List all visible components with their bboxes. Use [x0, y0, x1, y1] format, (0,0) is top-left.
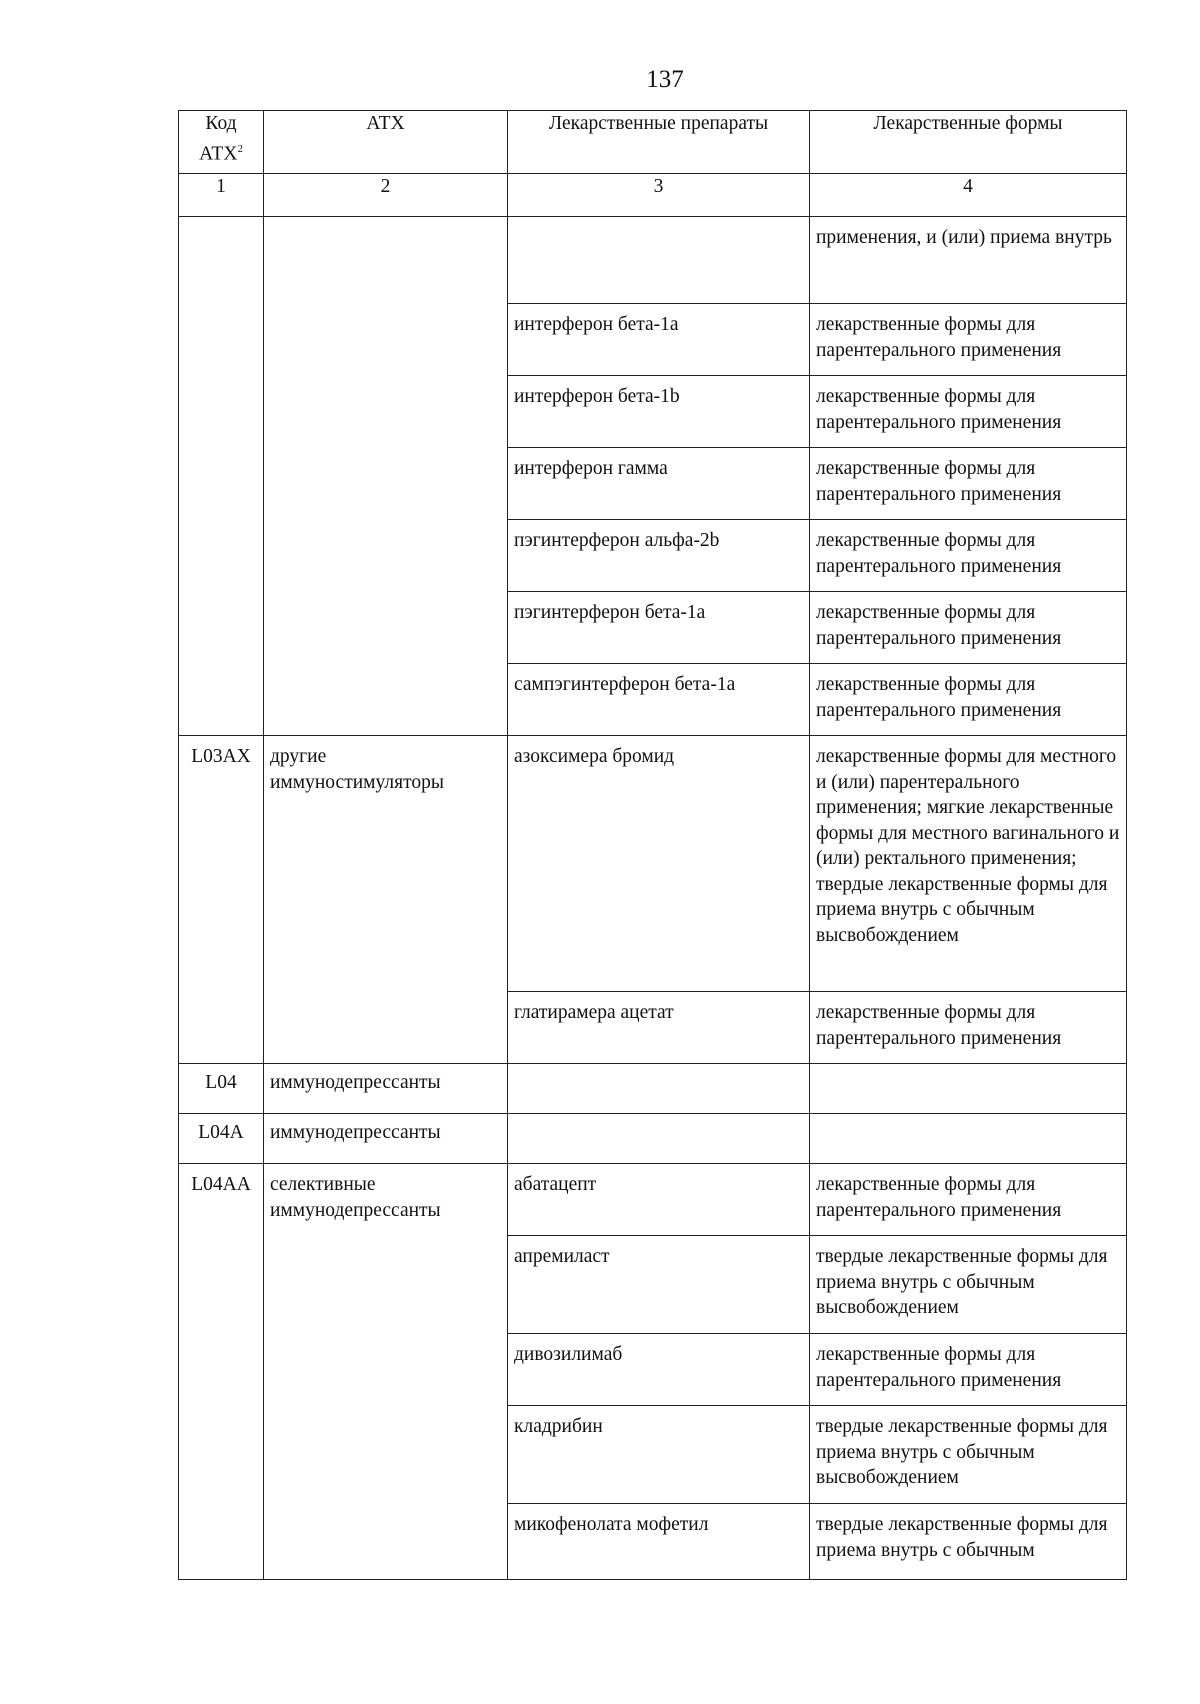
column-number: 3	[508, 174, 810, 217]
drug-cell: интерферон гамма	[508, 448, 810, 520]
form-cell: лекарственные формы для парентерального применения	[810, 304, 1127, 376]
drug-cell: азоксимера бромид	[508, 736, 810, 992]
form-cell: лекарственные формы для парентерального применения	[810, 992, 1127, 1064]
form-cell: лекарственные формы для парентерального применения	[810, 664, 1127, 736]
form-cell: лекарственные формы для местного и (или) парентерального применения; мягкие лекарственные формы для местного вагинального и (или) ректального применения; твердые лекарственные формы для приема внутрь с обычным высвобождением	[810, 736, 1127, 992]
column-number: 1	[179, 174, 264, 217]
header-code: Код АТХ$^2$	[179, 111, 264, 174]
form-cell	[810, 1064, 1127, 1114]
table-row	[179, 1114, 1127, 1164]
form-cell: лекарственные формы для парентерального применения	[810, 376, 1127, 448]
column-number: 2	[264, 174, 508, 217]
drug-cell	[508, 1114, 810, 1164]
header-atc: АТХ	[264, 111, 508, 174]
atc-code-cell: L04	[179, 1064, 264, 1114]
atc-code-cell: L04AA	[179, 1164, 264, 1580]
footnote-mark: 2	[237, 142, 243, 155]
page-number: 137	[646, 66, 684, 93]
atc-name-cell	[264, 217, 508, 736]
atc-code-cell: L03AX	[179, 736, 264, 1064]
form-cell	[810, 1114, 1127, 1164]
drug-cell: микофенолата мофетил	[508, 1504, 810, 1580]
form-cell: твердые лекарственные формы для приема внутрь с обычным высвобождением	[810, 1406, 1127, 1504]
drug-cell: пэгинтерферон альфа-2b	[508, 520, 810, 592]
column-number: 4	[810, 174, 1127, 217]
table-row	[179, 217, 1127, 304]
form-cell: лекарственные формы для парентерального применения	[810, 592, 1127, 664]
form-cell: твердые лекарственные формы для приема внутрь с обычным высвобождением	[810, 1236, 1127, 1334]
drug-cell	[508, 217, 810, 304]
form-cell: лекарственные формы для парентерального применения	[810, 448, 1127, 520]
drug-cell: абатацепт	[508, 1164, 810, 1236]
drug-cell: кладрибин	[508, 1406, 810, 1504]
drug-cell: интерферон бета-1a	[508, 304, 810, 376]
atc-name-cell: селективные иммунодепрессанты	[264, 1164, 508, 1580]
atc-name-cell: иммунодепрессанты	[264, 1114, 508, 1164]
drug-cell: пэгинтерферон бета-1a	[508, 592, 810, 664]
form-cell: лекарственные формы для парентерального применения	[810, 1164, 1127, 1236]
atc-code-cell: L04A	[179, 1114, 264, 1164]
header-forms: Лекарственные формы	[810, 111, 1127, 174]
column-number-row	[179, 174, 1127, 217]
table-row	[179, 1064, 1127, 1114]
atc-name-cell: иммунодепрессанты	[264, 1064, 508, 1114]
header-drugs: Лекарственные препараты	[508, 111, 810, 174]
atc-code-cell	[179, 217, 264, 736]
drug-cell: дивозилимаб	[508, 1334, 810, 1406]
drug-cell: апремиласт	[508, 1236, 810, 1334]
header-row	[179, 111, 1127, 174]
table-row	[179, 736, 1127, 992]
form-cell: лекарственные формы для парентерального применения	[810, 520, 1127, 592]
form-cell: применения, и (или) приема внутрь	[810, 217, 1127, 304]
atc-name-cell: другие иммуностимуляторы	[264, 736, 508, 1064]
drug-cell	[508, 1064, 810, 1114]
form-cell: лекарственные формы для парентерального применения	[810, 1334, 1127, 1406]
form-cell: твердые лекарственные формы для приема внутрь с обычным	[810, 1504, 1127, 1580]
drug-cell: сампэгинтерферон бета-1a	[508, 664, 810, 736]
drug-table	[178, 110, 1127, 1580]
drug-cell: глатирамера ацетат	[508, 992, 810, 1064]
table-row	[179, 1164, 1127, 1236]
drug-cell: интерферон бета-1b	[508, 376, 810, 448]
